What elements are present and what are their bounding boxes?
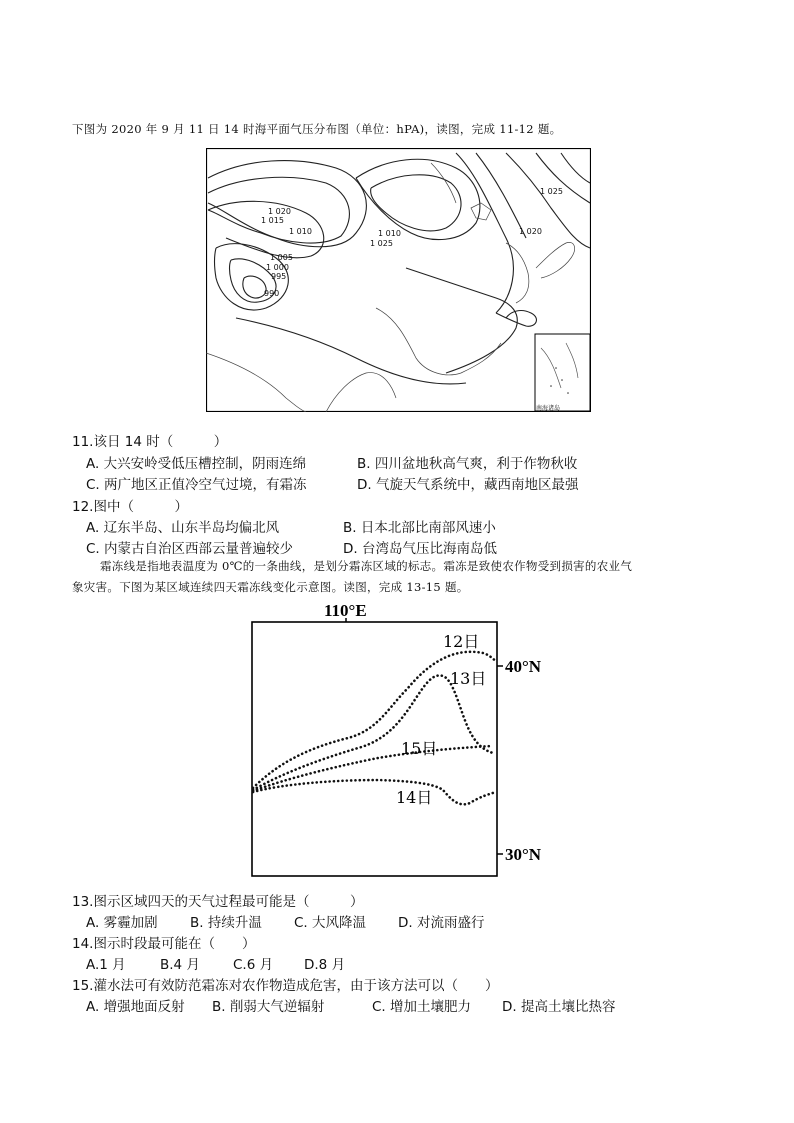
q13-stem: 13.图示区域四天的天气过程最可能是（ ） [72,894,364,910]
q13-option-c[interactable]: C. 大风降温 [294,915,367,931]
frost-line-map [238,598,558,883]
isobar-label: 990 [264,289,280,298]
lat-bottom-label: 30°N [505,845,542,864]
isobar-label: 1 000 [266,263,289,272]
frost-line-label-15: 15日 [401,739,438,758]
q13-option-b[interactable]: B. 持续升温 [190,915,262,931]
q11-option-a[interactable]: A. 大兴安岭受低压槽控制，阴雨连绵 [86,456,307,472]
isobar-label: 995 [271,272,287,281]
q14-option-b[interactable]: B.4 月 [160,957,200,973]
q12-option-a[interactable]: A. 辽东半岛、山东半岛均偏北风 [86,520,280,536]
q13-option-d[interactable]: D. 对流雨盛行 [398,915,485,931]
q11-option-b[interactable]: B. 四川盆地秋高气爽，利于作物秋收 [357,456,578,472]
isobar-label: 1 010 [378,229,401,238]
q11-option-c[interactable]: C. 两广地区正值冷空气过境，有霜冻 [86,477,307,493]
q14-option-a[interactable]: A.1 月 [86,957,126,973]
isobar-label: 1 025 [540,187,563,196]
q14-stem: 14.图示时段最可能在（ ） [72,936,256,952]
q14-option-d[interactable]: D.8 月 [304,957,346,973]
q15-option-c[interactable]: C. 增加土壤肥力 [372,999,472,1015]
isobar-label: 1 020 [519,227,542,236]
q15-option-d[interactable]: D. 提高土壤比热容 [502,999,616,1015]
map-frame [252,622,497,876]
isobar-label: 1 020 [268,207,291,216]
intro-text-2-line-2: 象灾害。下图为某区域连续四天霜冻线变化示意图。读图，完成 13-15 题。 [72,580,469,594]
q15-option-a[interactable]: A. 增强地面反射 [86,999,185,1015]
q12-option-d[interactable]: D. 台湾岛气压比海南岛低 [343,541,497,557]
intro-text-1: 下图为 2020 年 9 月 11 日 14 时海平面气压分布图（单位：hPA)，读图，完成 11-12 题。 [72,122,562,136]
intro-text-2-line-1: 霜冻线是指地表温度为 0℃的一条曲线，是划分霜冻区域的标志。霜冻是致使农作物受到损害的农业气 [100,559,633,573]
frost-line-label-14: 14日 [396,788,433,807]
isobar-label: 1 025 [370,239,393,248]
q12-stem: 12.图中（ ） [72,499,188,515]
pressure-map [206,148,591,412]
frost-line-label-13: 13日 [450,669,487,688]
frost-line-label-12: 12日 [443,632,480,651]
q15-stem: 15.灌水法可有效防范霜冻对农作物造成危害，由于该方法可以（ ） [72,978,499,994]
q14-option-c[interactable]: C.6 月 [233,957,274,973]
inset-label: 南海诸岛 [536,405,561,412]
q11-stem: 11.该日 14 时（ ） [72,434,228,450]
isobar-label: 1 005 [270,253,293,262]
isobar-label: 1 010 [289,227,312,236]
q12-option-c[interactable]: C. 内蒙古自治区西部云量普遍较少 [86,541,294,557]
q11-option-d[interactable]: D. 气旋天气系统中，藏西南地区最强 [357,477,579,493]
q13-option-a[interactable]: A. 雾霾加剧 [86,915,158,931]
q12-option-b[interactable]: B. 日本北部比南部风速小 [343,520,496,536]
isobar-label: 1 015 [261,216,284,225]
q15-option-b[interactable]: B. 削弱大气逆辐射 [212,999,325,1015]
lat-top-label: 40°N [505,657,542,676]
longitude-label: 110°E [324,601,367,620]
